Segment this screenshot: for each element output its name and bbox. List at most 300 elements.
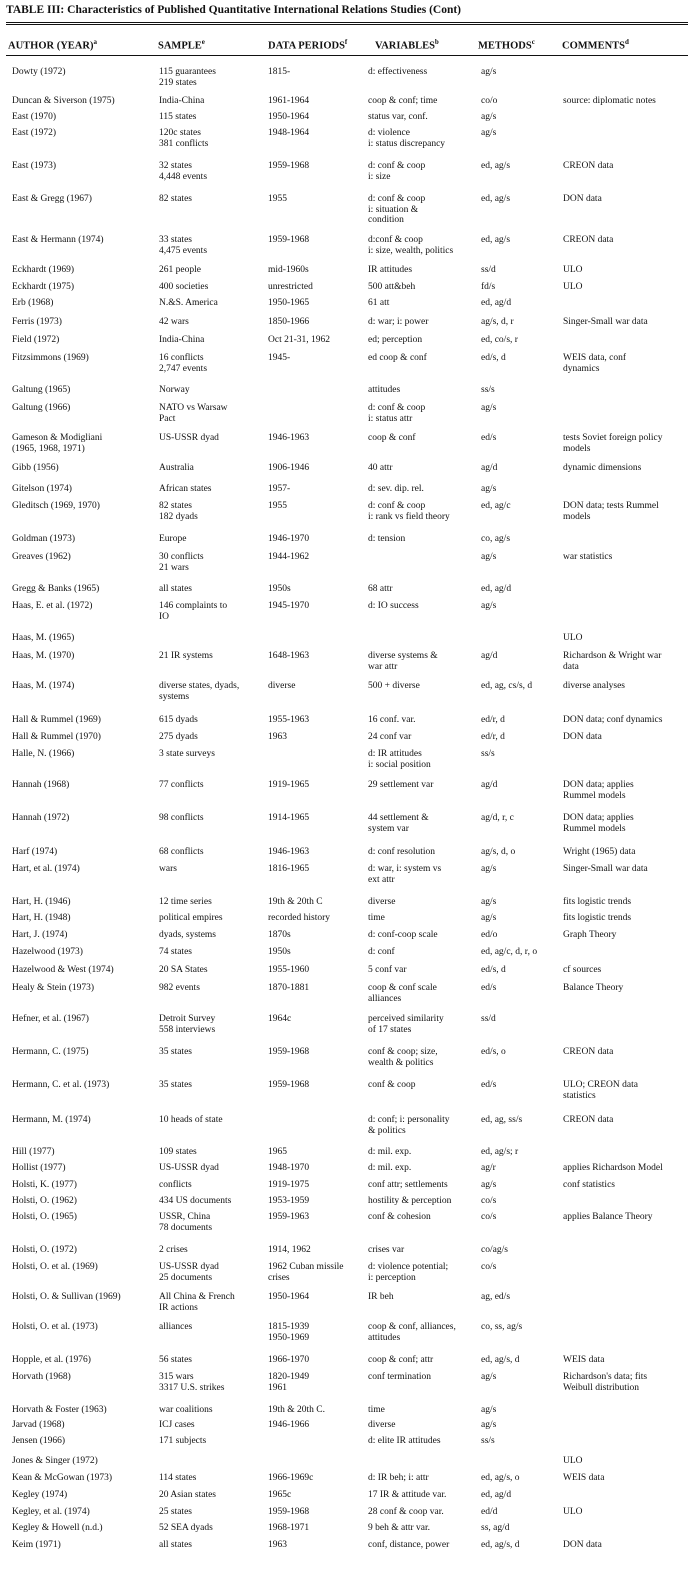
cell-period: 1870s (268, 930, 291, 940)
cell-author: Hollist (1977) (12, 1163, 66, 1173)
cell-author: Kean & McGowan (1973) (12, 1473, 112, 1483)
cell-author: Field (1972) (12, 335, 60, 345)
cell-author: Galtung (1965) (12, 385, 71, 395)
cell-sample: 434 US documents (159, 1196, 232, 1206)
cell-methods: ag/d (481, 651, 498, 661)
cell-methods: ed/s, o (481, 1047, 506, 1057)
cell-sample: all states (159, 584, 192, 594)
cell-author: Hall & Rummel (1970) (12, 732, 101, 742)
cell-period: 1946-1966 (268, 1420, 310, 1430)
cell-vars: 17 IR & attitude var. (368, 1490, 447, 1500)
cell-sample: 114 states (159, 1473, 197, 1483)
cell-sample: 115 guarantees 219 states (159, 67, 216, 88)
cell-vars: coop & conf, alliances, attitudes (368, 1322, 456, 1343)
cell-methods: ss/s (481, 1436, 495, 1446)
cell-comments: ULO (563, 633, 583, 643)
cell-period: 1961-1964 (268, 96, 310, 106)
cell-comments: CREON data (563, 1047, 614, 1057)
cell-sample: 74 states (159, 947, 192, 957)
cell-sample: 30 conflicts 21 wars (159, 552, 204, 573)
cell-methods: ag/s (481, 484, 497, 494)
cell-author: East (1970) (12, 112, 57, 122)
cell-author: Holsti, O. et al. (1973) (12, 1322, 98, 1332)
cell-author: Holsti, O. (1962) (12, 1196, 77, 1206)
cell-author: Horvath & Foster (1963) (12, 1405, 107, 1415)
cell-sample: conflicts (159, 1180, 192, 1190)
cell-methods: ss/d (481, 265, 496, 275)
cell-author: Eckhardt (1975) (12, 282, 74, 292)
cell-vars: d: sev. dip. rel. (368, 484, 424, 494)
cell-author: Gleditsch (1969, 1970) (12, 501, 100, 511)
cell-sample: dyads, systems (159, 930, 216, 940)
header-data-periods: DATA PERIODS$^f$ (268, 38, 348, 52)
cell-vars: d: conf & coop i: status attr (368, 403, 426, 424)
cell-period: 1950s (268, 947, 291, 957)
cell-vars: IR beh (368, 1292, 394, 1302)
cell-period: 1963 (268, 1540, 287, 1550)
cell-author: Hazelwood & West (1974) (12, 965, 114, 975)
table-title: Characteristics of Published Quantitative International Relations Studies (Cont) (67, 4, 462, 16)
cell-vars: conf, distance, power (368, 1540, 450, 1550)
cell-author: Dowty (1972) (12, 67, 66, 77)
cell-sample: diverse states, dyads, systems (159, 681, 240, 702)
cell-comments: ULO (563, 1456, 583, 1466)
cell-period: 1906-1946 (268, 463, 310, 473)
cell-sample: all states (159, 1540, 192, 1550)
cell-sample: 115 states (159, 112, 197, 122)
cell-sample: alliances (159, 1322, 193, 1332)
cell-comments: WEIS data (563, 1355, 605, 1365)
cell-comments: ULO (563, 1507, 583, 1517)
cell-sample: 20 Asian states (159, 1490, 216, 1500)
cell-vars: d: IR beh; i: attr (368, 1473, 429, 1483)
cell-period: 1959-1968 (268, 161, 310, 171)
cell-period: 1950-1964 (268, 112, 310, 122)
cell-author: Jensen (1966) (12, 1436, 66, 1446)
cell-vars: d: mil. exp. (368, 1147, 412, 1157)
cell-vars: d: elite IR attitudes (368, 1436, 441, 1446)
cell-period: 1955 (268, 194, 287, 204)
cell-period: 1944-1962 (268, 552, 310, 562)
cell-methods: ag/s (481, 112, 497, 122)
cell-comments: CREON data (563, 1115, 614, 1125)
header-author: AUTHOR (YEAR)$^a$ (8, 38, 97, 52)
cell-period: 1966-1970 (268, 1355, 310, 1365)
header-methods: METHODS$^c$ (478, 38, 535, 52)
cell-period: 1964c (268, 1014, 292, 1024)
cell-sample: 2 crises (159, 1245, 188, 1255)
cell-author: Horvath (1968) (12, 1372, 71, 1382)
cell-vars: 500 att&beh (368, 282, 416, 292)
cell-comments: dynamic dimensions (563, 463, 642, 473)
cell-author: Holsti, O. (1972) (12, 1245, 77, 1255)
cell-period: 1950-1965 (268, 298, 310, 308)
cell-comments: Singer-Small war data (563, 864, 648, 874)
cell-sample: 3 state surveys (159, 749, 215, 759)
cell-methods: ag/r (481, 1163, 496, 1173)
cell-author: Holsti, O. et al. (1969) (12, 1262, 98, 1272)
cell-sample: Europe (159, 534, 187, 544)
cell-author: Haas, M. (1970) (12, 651, 75, 661)
cell-methods: ag/s, d, r (481, 317, 514, 327)
cell-sample: 56 states (159, 1355, 192, 1365)
cell-methods: ed/d (481, 1507, 498, 1517)
cell-sample: 10 heads of state (159, 1115, 223, 1125)
cell-sample: 982 events (159, 983, 200, 993)
cell-author: Haas, M. (1965) (12, 633, 75, 643)
cell-author: Ferris (1973) (12, 317, 62, 327)
cell-author: Gitelson (1974) (12, 484, 72, 494)
cell-vars: diverse systems & war attr (368, 651, 438, 672)
cell-methods: ag/s (481, 67, 497, 77)
cell-period: 1919-1975 (268, 1180, 310, 1190)
cell-comments: cf sources (563, 965, 602, 975)
cell-vars: 500 + diverse (368, 681, 420, 691)
cell-sample: USSR, China 78 documents (159, 1212, 213, 1233)
cell-period: 1946-1963 (268, 433, 310, 443)
cell-sample: 35 states (159, 1080, 192, 1090)
cell-vars: time (368, 913, 385, 923)
cell-period: 1914-1965 (268, 813, 310, 823)
cell-author: Keim (1971) (12, 1540, 61, 1550)
cell-vars: d: conf resolution (368, 847, 436, 857)
cell-period: 1962 Cuban missile crises (268, 1262, 344, 1283)
cell-comments: ULO (563, 265, 583, 275)
cell-period: 1955 (268, 501, 287, 511)
cell-author: Holsti, O. & Sullivan (1969) (12, 1292, 121, 1302)
cell-vars: 29 settlement var (368, 780, 434, 790)
cell-period: 1959-1968 (268, 1080, 310, 1090)
cell-period: 1950s (268, 584, 291, 594)
cell-comments: DON data; applies Rummel models (563, 813, 634, 834)
cell-vars: 16 conf. var. (368, 715, 416, 725)
cell-author: Hermann, M. (1974) (12, 1115, 91, 1125)
cell-author: Kegley, et al. (1974) (12, 1507, 90, 1517)
cell-period: 1919-1965 (268, 780, 310, 790)
cell-methods: ed, ag/s, d (481, 1355, 520, 1365)
cell-methods: ss/s (481, 385, 495, 395)
cell-sample: 120c states 381 conflicts (159, 128, 209, 149)
cell-vars: d: conf & coop i: situation & condition (368, 194, 426, 225)
cell-author: Hermann, C. et al. (1973) (12, 1080, 110, 1090)
cell-sample: 615 dyads (159, 715, 198, 725)
cell-methods: ed, ag/d (481, 1490, 512, 1500)
cell-sample: African states (159, 484, 212, 494)
cell-author: Gameson & Modigliani (1965, 1968, 1971) (12, 433, 103, 454)
cell-methods: ed, ag/d (481, 584, 512, 594)
cell-sample: US-USSR dyad (159, 1163, 219, 1173)
cell-period: 1953-1959 (268, 1196, 310, 1206)
cell-author: Healy & Stein (1973) (12, 983, 95, 993)
cell-methods: co, ss, ag/s (481, 1322, 523, 1332)
cell-methods: ed/s, d (481, 353, 506, 363)
cell-sample: India-China (159, 96, 205, 106)
cell-methods: ag/s (481, 1420, 497, 1430)
cell-sample: 82 states 182 dyads (159, 501, 198, 522)
cell-period: 1968-1971 (268, 1523, 310, 1533)
cell-methods: ed, ag/d (481, 298, 512, 308)
cell-author: Galtung (1966) (12, 403, 71, 413)
cell-period: 1957- (268, 484, 291, 494)
cell-methods: co/s (481, 1262, 497, 1272)
cell-author: Jarvad (1968) (12, 1420, 65, 1430)
cell-author: Erb (1968) (12, 298, 54, 308)
cell-vars: d: conf & coop i: rank vs field theory (368, 501, 450, 522)
cell-sample: 400 societies (159, 282, 209, 292)
cell-sample: 42 wars (159, 317, 189, 327)
cell-author: Duncan & Siverson (1975) (12, 96, 115, 106)
cell-methods: ag/s, d, o (481, 847, 516, 857)
cell-author: Hall & Rummel (1969) (12, 715, 101, 725)
cell-methods: ed/s (481, 1080, 497, 1090)
cell-comments: fits logistic trends (563, 897, 632, 907)
cell-sample: All China & French IR actions (159, 1292, 235, 1313)
cell-sample: wars (159, 864, 177, 874)
cell-author: Hart, H. (1948) (12, 913, 71, 923)
cell-vars: d: conf & coop i: size (368, 161, 426, 182)
cell-vars: d: tension (368, 534, 406, 544)
cell-methods: ed, ag/c (481, 501, 511, 511)
cell-sample: 82 states (159, 194, 192, 204)
cell-vars: 24 conf var (368, 732, 412, 742)
cell-comments: DON data (563, 732, 602, 742)
cell-period: 1948-1970 (268, 1163, 310, 1173)
cell-period: 1816-1965 (268, 864, 310, 874)
cell-author: Gibb (1956) (12, 463, 59, 473)
cell-sample: Australia (159, 463, 194, 473)
cell-period: diverse (268, 681, 296, 691)
header-comments: COMMENTS$^d$ (562, 38, 629, 52)
cell-vars: conf attr; settlements (368, 1180, 448, 1190)
cell-comments: war statistics (563, 552, 613, 562)
top-rule-double (6, 24, 688, 25)
cell-methods: ag/s (481, 601, 497, 611)
cell-vars: d: conf (368, 947, 395, 957)
cell-comments: Singer-Small war data (563, 317, 648, 327)
cell-sample: 25 states (159, 1507, 192, 1517)
cell-sample: 98 conflicts (159, 813, 204, 823)
cell-methods: ed, ag/s, d (481, 1540, 520, 1550)
cell-comments: applies Richardson Model (563, 1163, 663, 1173)
cell-vars: d: conf-coop scale (368, 930, 438, 940)
cell-sample: 68 conflicts (159, 847, 204, 857)
cell-vars: coop & conf; attr (368, 1355, 434, 1365)
cell-author: Hazelwood (1973) (12, 947, 83, 957)
cell-methods: ed, ag, cs/s, d (481, 681, 533, 691)
cell-methods: co/s (481, 1196, 497, 1206)
cell-vars: 5 conf var (368, 965, 407, 975)
header-sample: SAMPLE$^e$ (158, 38, 205, 52)
cell-methods: ag/d, r, c (481, 813, 514, 823)
cell-sample: 12 time series (159, 897, 212, 907)
cell-vars: ed; perception (368, 335, 423, 345)
cell-methods: ed, ag/s (481, 194, 511, 204)
cell-vars: d: war; i: power (368, 317, 429, 327)
cell-period: 1959-1968 (268, 1507, 310, 1517)
cell-methods: ag/s (481, 1180, 497, 1190)
cell-period: 1950-1964 (268, 1292, 310, 1302)
cell-sample: NATO vs Warsaw Pact (159, 403, 228, 424)
cell-vars: d: violence i: status discrepancy (368, 128, 446, 149)
cell-vars: conf termination (368, 1372, 432, 1382)
cell-sample: 52 SEA dyads (159, 1523, 213, 1533)
cell-sample: 20 SA States (159, 965, 208, 975)
cell-vars: diverse (368, 897, 396, 907)
cell-vars: d: effectiveness (368, 67, 428, 77)
cell-sample: 16 conflicts 2,747 events (159, 353, 208, 374)
cell-methods: ed, ag/s, o (481, 1473, 520, 1483)
cell-period: 1965c (268, 1490, 292, 1500)
cell-comments: DON data (563, 194, 602, 204)
cell-vars: d: IR attitudes i: social position (368, 749, 431, 770)
header-rule (6, 55, 688, 56)
cell-methods: ag/s (481, 403, 497, 413)
cell-comments: WEIS data (563, 1473, 605, 1483)
cell-methods: ag/d (481, 463, 498, 473)
cell-author: East & Hermann (1974) (12, 235, 104, 245)
cell-author: Holsti, K. (1977) (12, 1180, 77, 1190)
cell-methods: co/ag/s (481, 1245, 508, 1255)
cell-comments: Balance Theory (563, 983, 624, 993)
cell-comments: Richardson's data; fits Weibull distribution (563, 1372, 648, 1393)
cell-vars: time (368, 1405, 385, 1415)
cell-period: 1648-1963 (268, 651, 310, 661)
cell-period: mid-1960s (268, 265, 309, 275)
cell-methods: ed, ag/s; r (481, 1147, 519, 1157)
cell-comments: conf statistics (563, 1180, 615, 1190)
cell-sample: political empires (159, 913, 223, 923)
cell-period: 1946-1970 (268, 534, 310, 544)
cell-methods: ed/s (481, 983, 497, 993)
cell-author: Hart, et al. (1974) (12, 864, 80, 874)
cell-comments: Richardson & Wright war data (563, 651, 662, 672)
header-variables: VARIABLES$^b$ (375, 38, 439, 52)
cell-author: Hopple, et al. (1976) (12, 1355, 91, 1365)
cell-methods: ag/s (481, 128, 497, 138)
cell-author: Eckhardt (1969) (12, 265, 74, 275)
cell-period: unrestricted (268, 282, 313, 292)
cell-sample: 109 states (159, 1147, 197, 1157)
cell-author: Goldman (1973) (12, 534, 76, 544)
cell-methods: fd/s (481, 282, 496, 292)
cell-sample: 77 conflicts (159, 780, 204, 790)
cell-author: Fitzsimmons (1969) (12, 353, 89, 363)
cell-methods: ed, ag/s (481, 161, 511, 171)
cell-methods: ed, ag/c, d, r, o (481, 947, 538, 957)
cell-vars: status var, conf. (368, 112, 428, 122)
cell-methods: ag, ed/s (481, 1292, 511, 1302)
cell-sample: 35 states (159, 1047, 192, 1057)
cell-comments: DON data; conf dynamics (563, 715, 663, 725)
cell-period: 1955-1963 (268, 715, 310, 725)
cell-methods: ed, ag/s (481, 235, 511, 245)
cell-vars: d: war, i: system vs ext attr (368, 864, 442, 885)
cell-author: Hermann, C. (1975) (12, 1047, 89, 1057)
cell-sample: 315 wars 3317 U.S. strikes (159, 1372, 225, 1393)
cell-period: 1815-1939 1950-1969 (268, 1322, 310, 1343)
cell-sample: 171 subjects (159, 1436, 207, 1446)
cell-author: Haas, E. et al. (1972) (12, 601, 93, 611)
cell-sample: war coalitions (159, 1405, 213, 1415)
cell-period: 1966-1969c (268, 1473, 314, 1483)
cell-author: Kegley (1974) (12, 1490, 68, 1500)
cell-comments: diverse analyses (563, 681, 625, 691)
cell-methods: ss/d (481, 1014, 496, 1024)
cell-methods: ag/s (481, 913, 497, 923)
cell-methods: ag/s (481, 1372, 497, 1382)
cell-period: 1914, 1962 (268, 1245, 311, 1255)
cell-author: Jones & Singer (1972) (12, 1456, 98, 1466)
cell-sample: 146 complaints to IO (159, 601, 228, 622)
cell-vars: diverse (368, 1420, 396, 1430)
cell-methods: ag/s (481, 864, 497, 874)
cell-vars: 68 attr (368, 584, 393, 594)
cell-methods: ed, co/s, r (481, 335, 518, 345)
cell-methods: ag/s (481, 1405, 497, 1415)
cell-author: Gregg & Banks (1965) (12, 584, 100, 594)
cell-vars: d: IO success (368, 601, 419, 611)
cell-comments: ULO; CREON data statistics (563, 1080, 638, 1101)
cell-period: 1959-1963 (268, 1212, 310, 1222)
cell-period: 1820-1949 1961 (268, 1372, 310, 1393)
cell-methods: ed/s (481, 433, 497, 443)
cell-author: Hart, H. (1946) (12, 897, 71, 907)
cell-comments: DON data; applies Rummel models (563, 780, 634, 801)
cell-vars: coop & conf; time (368, 96, 438, 106)
cell-period: 1850-1966 (268, 317, 310, 327)
cell-author: Harf (1974) (12, 847, 58, 857)
cell-vars: 9 beh & attr var. (368, 1523, 430, 1533)
cell-comments: Graph Theory (563, 930, 617, 940)
cell-comments: DON data; tests Rummel models (563, 501, 659, 522)
cell-vars: 40 attr (368, 463, 393, 473)
cell-author: Halle, N. (1966) (12, 749, 75, 759)
cell-comments: DON data (563, 1540, 602, 1550)
cell-author: Holsti, O. (1965) (12, 1212, 77, 1222)
cell-vars: IR attitudes (368, 265, 413, 275)
cell-vars: ed coop & conf (368, 353, 427, 363)
cell-period: 19th & 20th C (268, 897, 323, 907)
cell-comments: ULO (563, 282, 583, 292)
cell-methods: ss/s (481, 749, 495, 759)
cell-vars: crises var (368, 1245, 405, 1255)
cell-period: 1959-1968 (268, 1047, 310, 1057)
cell-vars: d: conf; i: personality & politics (368, 1115, 450, 1136)
cell-comments: CREON data (563, 235, 614, 245)
cell-author: Hefner, et al. (1967) (12, 1014, 89, 1024)
cell-comments: applies Balance Theory (563, 1212, 653, 1222)
cell-period: 1948-1964 (268, 128, 310, 138)
cell-period: 1945-1970 (268, 601, 310, 611)
cell-period: 1945- (268, 353, 291, 363)
cell-period: 1815- (268, 67, 291, 77)
cell-sample: N.&S. America (159, 298, 218, 308)
table-label: TABLE III: (6, 4, 65, 16)
cell-period: 1965 (268, 1147, 287, 1157)
cell-vars: attitudes (368, 385, 401, 395)
cell-methods: co/s (481, 1212, 497, 1222)
cell-vars: conf & coop (368, 1080, 416, 1090)
cell-sample: India-China (159, 335, 205, 345)
cell-sample: 32 states 4,448 events (159, 161, 208, 182)
cell-sample: 21 IR systems (159, 651, 213, 661)
cell-methods: ed, ag, ss/s (481, 1115, 523, 1125)
cell-sample: 261 people (159, 265, 201, 275)
cell-vars: hostility & perception (368, 1196, 452, 1206)
cell-comments: fits logistic trends (563, 913, 632, 923)
table-caption (6, 4, 461, 16)
cell-methods: co, ag/s (481, 534, 511, 544)
